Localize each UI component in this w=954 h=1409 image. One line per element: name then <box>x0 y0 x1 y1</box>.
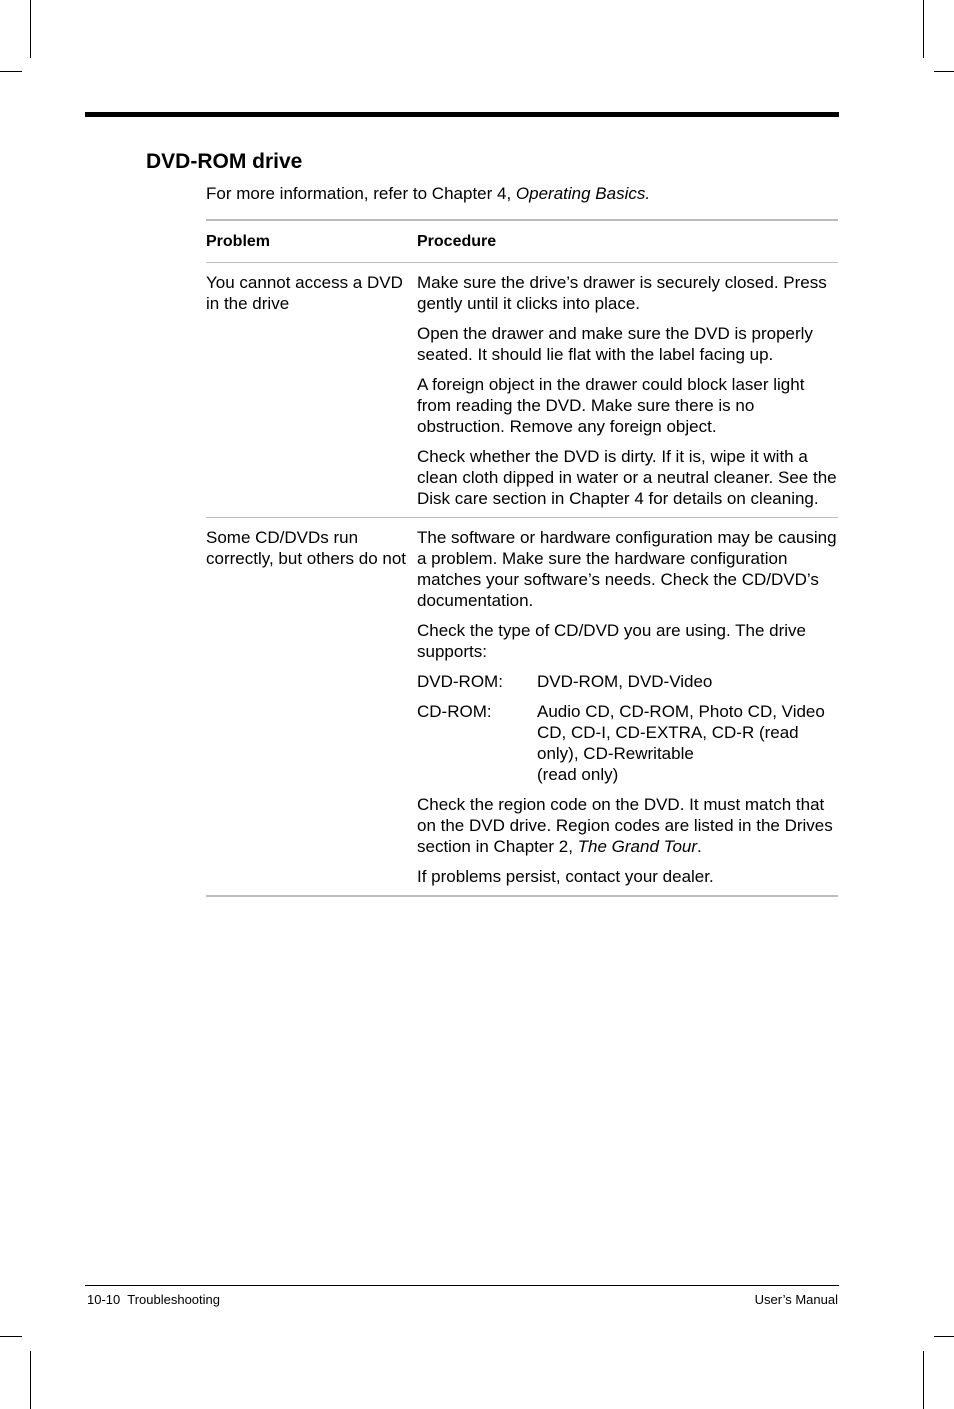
crop-mark <box>934 1336 954 1337</box>
crop-mark <box>0 71 22 72</box>
procedure-step: Open the drawer and make sure the DVD is properly seated. It should lie flat with the label facing up. <box>417 324 813 364</box>
region-text-end: . <box>697 837 702 856</box>
media-value: DVD-ROM, DVD-Video <box>537 672 713 691</box>
media-support-item <box>417 701 838 785</box>
footer-page-info: 10-10 Troubleshooting <box>87 1292 220 1307</box>
procedure-step <box>417 794 838 857</box>
intro-prefix: For more information, refer to Chapter 4, <box>206 184 516 203</box>
procedure-step: Check the type of CD/DVD you are using. The drive supports: <box>417 621 806 661</box>
crop-mark <box>923 1351 924 1409</box>
header-rule <box>85 112 839 117</box>
table-header <box>206 221 838 262</box>
crop-mark <box>30 0 31 58</box>
chapter-ref: Operating Basics. <box>515 184 651 203</box>
media-value: Audio CD, CD-ROM, Photo CD, Video CD, CD-I, CD-EXTRA, CD-R (read only), CD-Rewritable (read only) <box>537 702 825 784</box>
intro-text <box>206 182 650 206</box>
header-problem: Problem <box>206 232 271 250</box>
crop-mark <box>923 0 924 58</box>
troubleshooting-table <box>206 219 838 897</box>
section-title: DVD-ROM drive <box>146 150 303 173</box>
procedure-step: The software or hardware configuration may be causing a problem. Make sure the hardware configuration matches your software’s needs. Check the CD/DVD’s documentation. <box>417 528 837 610</box>
procedure-cell <box>417 527 838 887</box>
procedure-step: If problems persist, contact your dealer. <box>417 867 714 886</box>
media-support-item <box>417 671 838 692</box>
problem-cell: You cannot access a DVD in the drive <box>206 273 403 313</box>
media-label: CD-ROM: <box>417 702 492 721</box>
region-text: Check the region code on the DVD. It must match that on the DVD drive. Region codes are listed in the Drives section in Chapter 2, <box>417 795 833 856</box>
media-label: DVD-ROM: <box>417 672 503 691</box>
footer-manual-title: User’s Manual <box>754 1292 838 1307</box>
procedure-step: Make sure the drive’s drawer is securely closed. Press gently until it clicks into place. <box>417 273 827 313</box>
problem-cell: Some CD/DVDs run correctly, but others do not <box>206 528 407 568</box>
procedure-cell <box>417 272 838 509</box>
procedure-step: Check whether the DVD is dirty. If it is, wipe it with a clean cloth dipped in water or a neutral cleaner. See the Disk care section in Chapter 4 for details on cleaning. <box>417 447 837 508</box>
table-row <box>206 263 838 517</box>
chapter-ref: The Grand Tour <box>577 837 698 856</box>
table-bottom-rule <box>206 895 838 897</box>
header-procedure: Procedure <box>417 232 497 250</box>
crop-mark <box>30 1351 31 1409</box>
procedure-step: A foreign object in the drawer could block laser light from reading the DVD. Make sure there is no obstruction. Remove any foreign object. <box>417 375 805 436</box>
crop-mark <box>0 1336 22 1337</box>
crop-mark <box>934 71 954 72</box>
table-row <box>206 518 838 895</box>
footer-rule <box>85 1285 839 1286</box>
